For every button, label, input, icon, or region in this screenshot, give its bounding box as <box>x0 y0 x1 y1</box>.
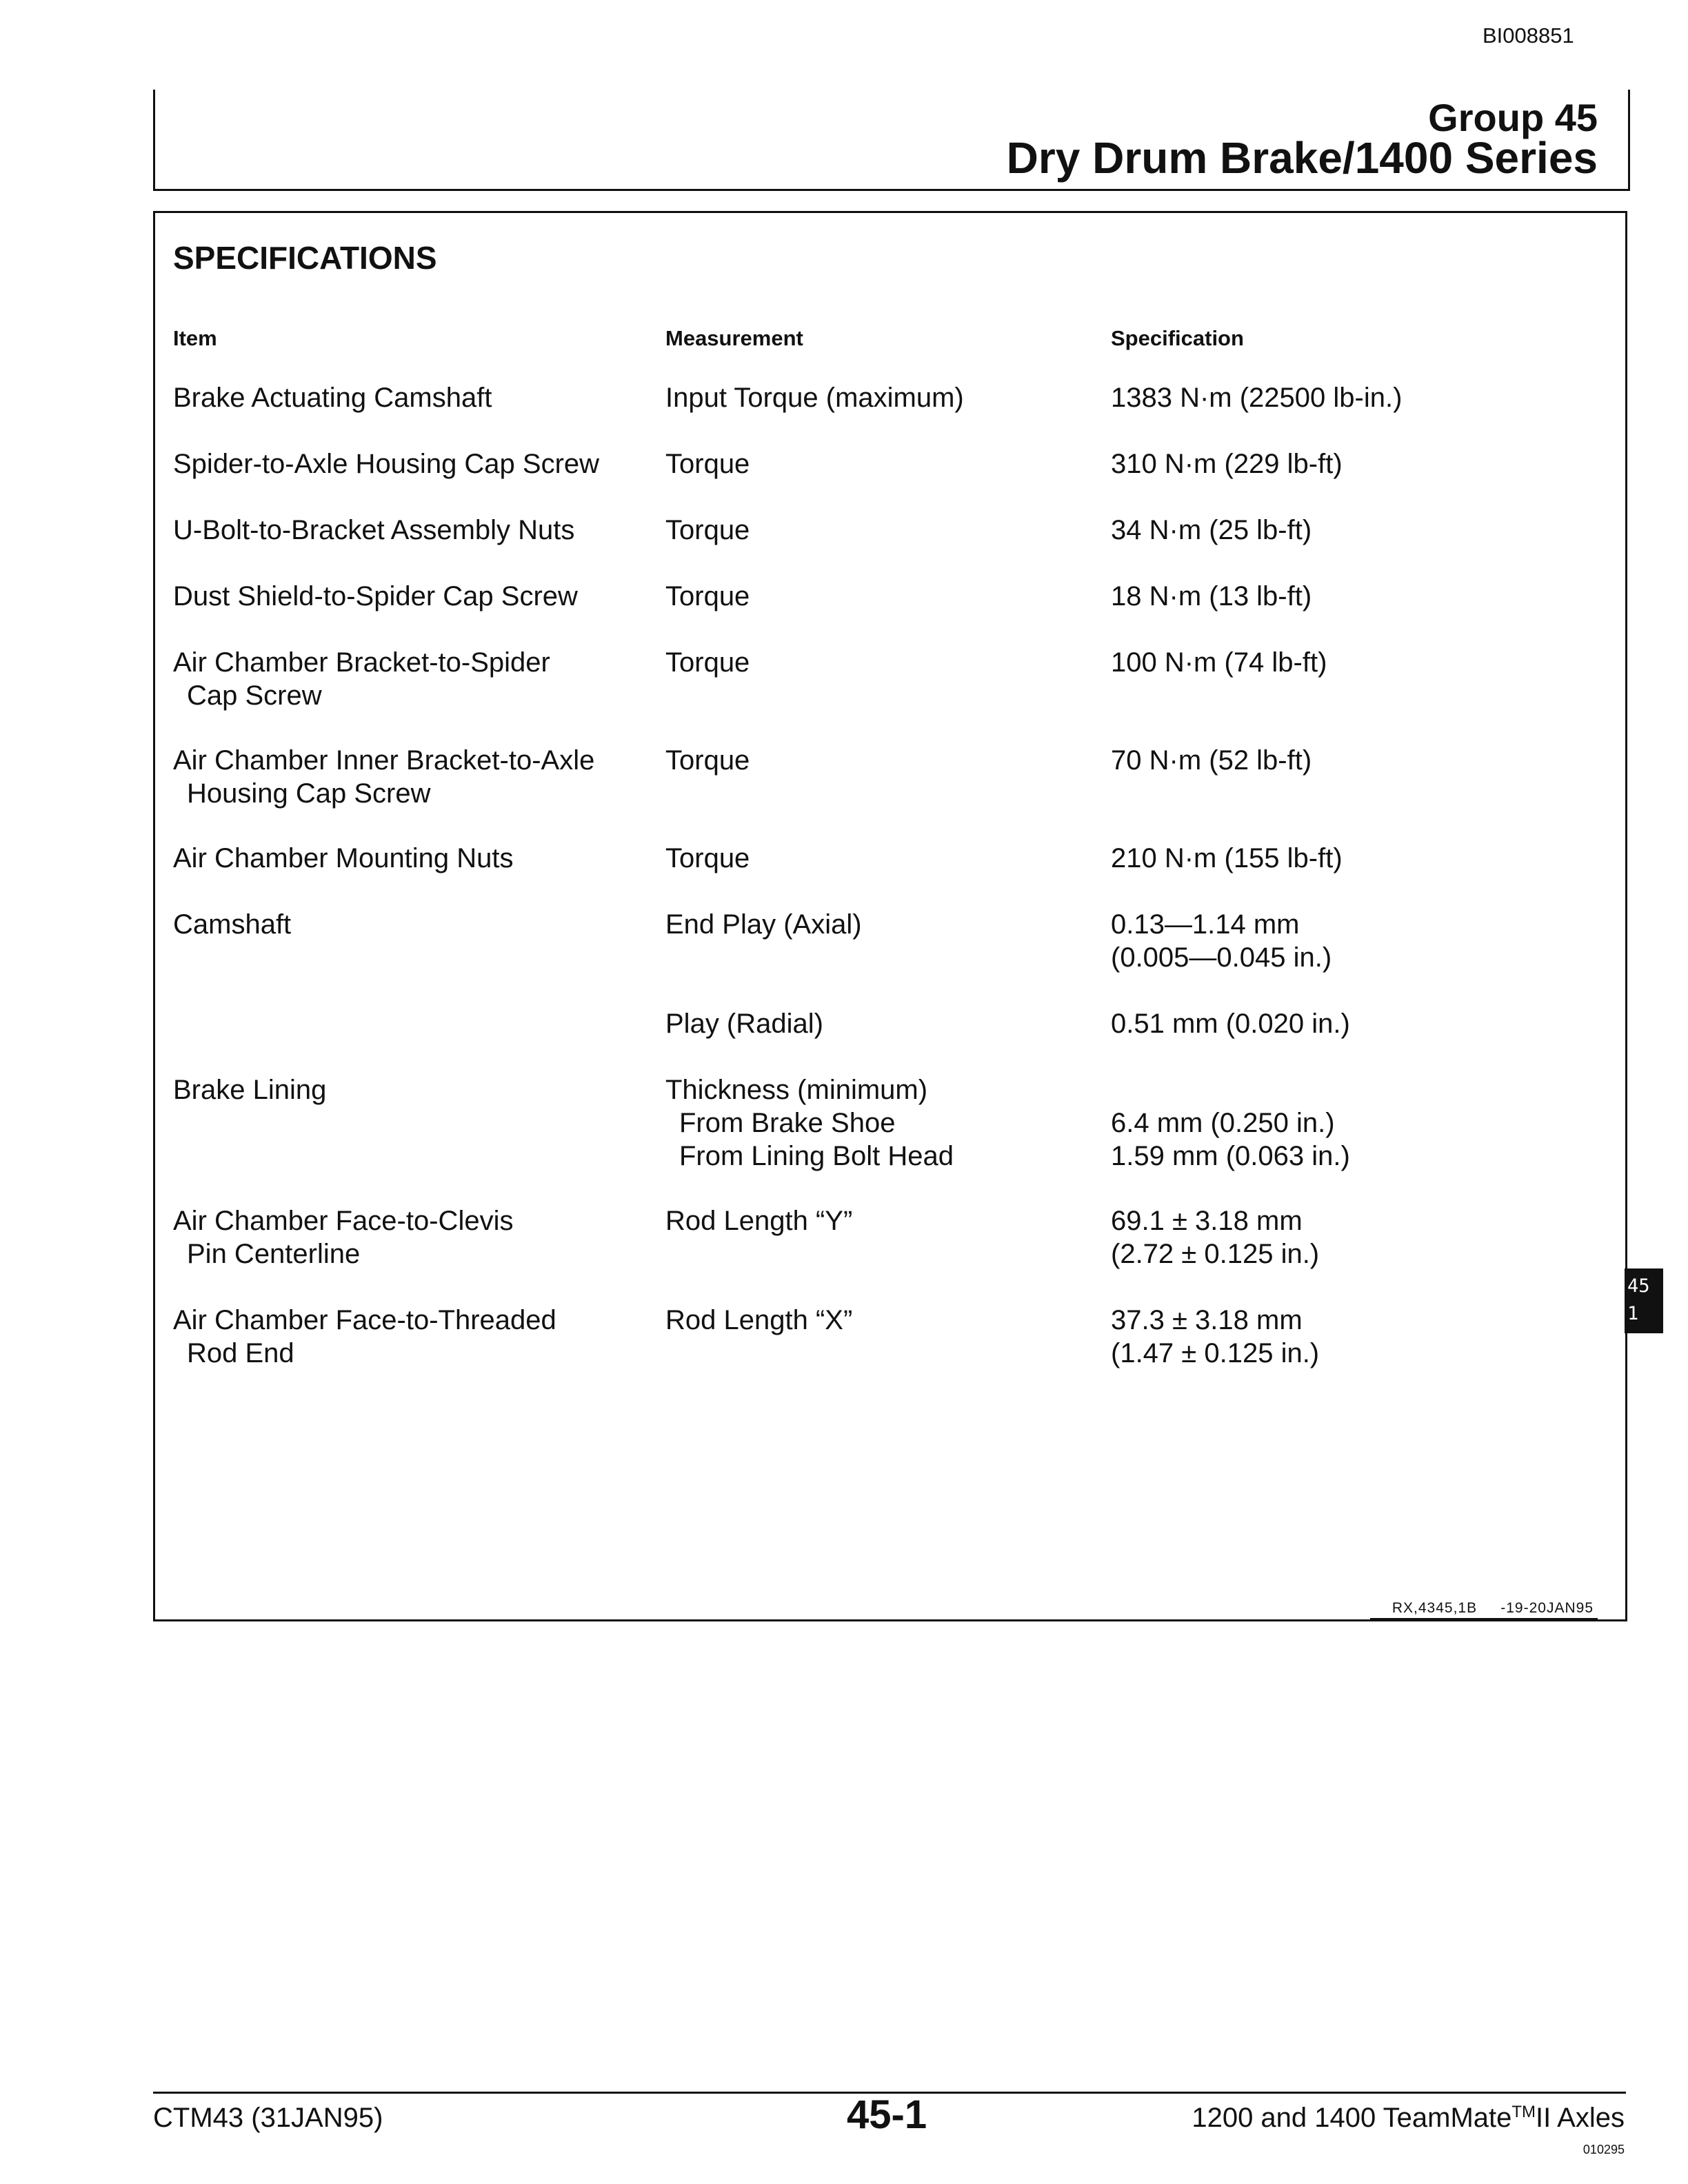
specification-cell: 18 N·m (13 lb-ft) <box>1111 581 1312 611</box>
specification-cell: (1.47 ± 0.125 in.) <box>1111 1338 1320 1368</box>
group-header <box>153 90 1630 191</box>
section-tab-page: 1 <box>1627 1303 1639 1324</box>
specification-cell: 6.4 mm (0.250 in.) <box>1111 1108 1335 1138</box>
footer-code: 010295 <box>1582 2143 1625 2156</box>
measurement-cell: End Play (Axial) <box>665 909 862 940</box>
group-title: Dry Drum Brake/1400 Series <box>1006 133 1598 183</box>
measurement-cell: Rod Length “Y” <box>665 1206 853 1236</box>
column-header-specification: Specification <box>1111 326 1244 350</box>
specification-cell: 1.59 mm (0.063 in.) <box>1111 1141 1350 1171</box>
column-header-item: Item <box>173 326 217 350</box>
specification-cell: 0.51 mm (0.020 in.) <box>1111 1009 1350 1039</box>
specification-cell: 34 N·m (25 lb-ft) <box>1111 515 1312 545</box>
specification-cell: 0.13—1.14 mm <box>1111 909 1300 940</box>
specification-cell: 69.1 ± 3.18 mm <box>1111 1206 1303 1236</box>
measurement-cell: Thickness (minimum) <box>665 1075 928 1105</box>
item-cell: Brake Lining <box>173 1075 327 1105</box>
measurement-cell: Torque <box>665 449 750 479</box>
measurement-cell: Input Torque (maximum) <box>665 383 964 413</box>
column-header-measurement: Measurement <box>665 326 803 350</box>
item-cell: Camshaft <box>173 909 292 940</box>
item-cell: Spider-to-Axle Housing Cap Screw <box>173 449 600 479</box>
item-cell: Air Chamber Inner Bracket-to-Axle <box>173 745 595 776</box>
measurement-cell: Torque <box>665 647 750 678</box>
document-id: BI008851 <box>1483 23 1574 48</box>
item-cell: Air Chamber Face-to-Threaded <box>173 1305 556 1335</box>
item-cell: Air Chamber Bracket-to-Spider <box>173 647 550 678</box>
specification-cell: 310 N·m (229 lb-ft) <box>1111 449 1343 479</box>
specification-cell: (0.005—0.045 in.) <box>1111 942 1332 973</box>
item-cell: Air Chamber Mounting Nuts <box>173 843 514 873</box>
footer-title <box>1192 2103 1625 2134</box>
specification-cell: 1383 N·m (22500 lb-in.) <box>1111 383 1403 413</box>
reference-code: RX,4345,1B -19-20JAN95 <box>1391 1600 1594 1616</box>
item-cell: Rod End <box>187 1338 294 1368</box>
trademark-mark: TM <box>1511 2103 1536 2121</box>
item-cell: Pin Centerline <box>187 1239 361 1269</box>
measurement-cell: Torque <box>665 745 750 776</box>
footer-manual-id: CTM43 (31JAN95) <box>153 2103 383 2133</box>
measurement-cell: Torque <box>665 515 750 545</box>
section-tab-group: 45 <box>1627 1275 1650 1297</box>
measurement-cell: From Brake Shoe <box>679 1108 896 1138</box>
item-cell: Air Chamber Face-to-Clevis <box>173 1206 514 1236</box>
measurement-cell: Torque <box>665 843 750 873</box>
measurement-cell: Rod Length “X” <box>665 1305 853 1335</box>
footer-title-main: 1200 and 1400 TeamMate <box>1192 2103 1512 2133</box>
specification-cell: 70 N·m (52 lb-ft) <box>1111 745 1312 776</box>
page-number: 45-1 <box>847 2092 927 2137</box>
footer-title-end: II Axles <box>1536 2103 1625 2133</box>
specifications-heading: SPECIFICATIONS <box>173 240 437 276</box>
item-cell: Housing Cap Screw <box>187 778 431 809</box>
specification-cell: 210 N·m (155 lb-ft) <box>1111 843 1343 873</box>
item-cell: Dust Shield-to-Spider Cap Screw <box>173 581 578 611</box>
measurement-cell: Play (Radial) <box>665 1009 823 1039</box>
specifications-box <box>153 211 1627 1621</box>
measurement-cell: From Lining Bolt Head <box>679 1141 954 1171</box>
reference-rule <box>1370 1618 1598 1619</box>
specification-cell: 37.3 ± 3.18 mm <box>1111 1305 1303 1335</box>
specification-cell: 100 N·m (74 lb-ft) <box>1111 647 1327 678</box>
specification-cell: (2.72 ± 0.125 in.) <box>1111 1239 1320 1269</box>
group-number: Group 45 <box>1428 96 1598 139</box>
item-cell: Cap Screw <box>187 680 322 711</box>
section-tab <box>1625 1268 1663 1333</box>
item-cell: U-Bolt-to-Bracket Assembly Nuts <box>173 515 575 545</box>
measurement-cell: Torque <box>665 581 750 611</box>
item-cell: Brake Actuating Camshaft <box>173 383 492 413</box>
